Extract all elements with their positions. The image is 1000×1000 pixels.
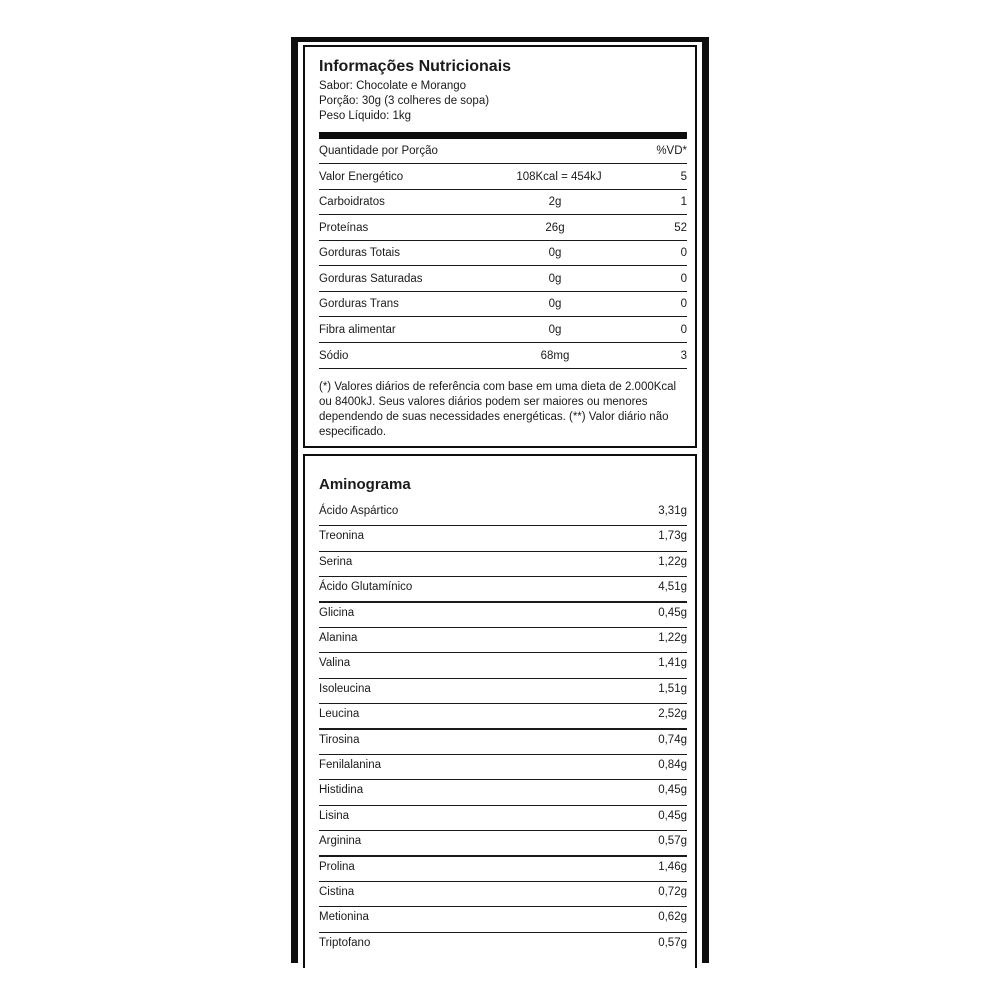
amino-row (319, 780, 687, 805)
amino-acid-label: Tirosina (319, 733, 360, 746)
thick-divider (319, 132, 687, 139)
nutrition-row-trans-fat (319, 292, 687, 317)
nutrient-amount: 0g (548, 298, 562, 310)
amino-acid-label: Leucina (319, 708, 360, 721)
nutrition-row-energy (319, 165, 687, 190)
amino-acid-label: Valina (319, 657, 351, 670)
nutrient-label: Proteínas (319, 222, 369, 234)
nutrient-vd: 0 (680, 298, 687, 310)
amino-acid-label: Prolina (319, 860, 355, 873)
row-divider (319, 265, 687, 266)
nutrient-vd: 0 (680, 273, 687, 285)
nutrient-label: Gorduras Trans (319, 298, 399, 310)
nutrient-amount: 0g (548, 324, 562, 336)
amino-row (319, 755, 687, 780)
amino-row (319, 730, 687, 755)
amino-acid-label: Metionina (319, 911, 369, 924)
nutrition-row-sodium (319, 344, 687, 369)
amino-row (319, 679, 687, 704)
amino-row (319, 882, 687, 907)
aminogram-title: Aminograma (319, 476, 411, 493)
nutrient-amount: 68mg (540, 350, 570, 362)
row-divider (319, 342, 687, 343)
nutrient-amount: 2g (548, 196, 562, 208)
flavor-text: Sabor: Chocolate e Morango (319, 80, 467, 92)
nutrient-vd: 5 (680, 171, 687, 183)
amino-acid-value: 0,62g (658, 911, 687, 924)
amino-acid-value: 0,57g (658, 835, 687, 848)
amino-acid-label: Ácido Glutamínico (319, 581, 413, 594)
amino-row (319, 831, 687, 856)
amino-row (319, 628, 687, 653)
nutrient-amount: 0g (548, 273, 562, 285)
amino-acid-label: Triptofano (319, 936, 371, 949)
amino-acid-label: Cistina (319, 886, 355, 898)
amino-acid-value: 1,41g (658, 657, 687, 670)
nutrition-row-carbs (319, 190, 687, 215)
amino-acid-value: 2,52g (658, 708, 687, 721)
portion-text: Porção: 30g (3 colheres de sopa) (319, 95, 490, 107)
nutrition-title: Informações Nutricionais (319, 58, 512, 75)
amino-acid-label: Lisina (319, 809, 350, 822)
amino-row (319, 806, 687, 831)
amino-acid-label: Treonina (319, 530, 364, 543)
nutrient-amount: 0g (548, 247, 562, 259)
amino-row (319, 552, 687, 577)
nutrient-label: Gorduras Totais (319, 247, 400, 259)
amino-row (319, 933, 687, 958)
vd-header: %VD* (656, 145, 687, 157)
amino-acid-value: 0,57g (658, 936, 687, 949)
amino-acid-value: 0,72g (658, 886, 687, 898)
amino-acid-value: 4,51g (658, 581, 687, 594)
nutrition-row-protein (319, 216, 687, 241)
nutrition-row-fiber (319, 318, 687, 343)
nutrition-row-total-fat (319, 241, 687, 266)
amino-acid-label: Isoleucina (319, 682, 371, 695)
nutrient-label: Gorduras Saturadas (319, 273, 423, 285)
net-weight-text: Peso Líquido: 1kg (319, 110, 412, 122)
amino-acid-value: 1,22g (658, 632, 687, 644)
row-divider (319, 163, 687, 164)
amino-row (319, 857, 687, 882)
nutrient-amount: 26g (545, 222, 565, 234)
amino-acid-value: 3,31g (658, 505, 687, 517)
amino-acid-label: Alanina (319, 632, 358, 644)
amino-row (319, 653, 687, 678)
amino-acid-value: 0,74g (658, 733, 687, 746)
nutrient-vd: 3 (680, 350, 687, 362)
row-divider (319, 214, 687, 215)
amino-row (319, 907, 687, 932)
amino-acid-label: Arginina (319, 835, 362, 848)
amino-row (319, 577, 687, 602)
nutrient-label: Fibra alimentar (319, 324, 396, 336)
amino-acid-label: Ácido Aspártico (319, 505, 399, 517)
amino-row (319, 704, 687, 729)
nutrient-vd: 0 (680, 247, 687, 259)
amino-acid-value: 1,73g (658, 530, 687, 543)
amino-acid-value: 0,45g (658, 606, 687, 619)
aminogram-panel (303, 454, 697, 968)
nutrient-amount: 108Kcal = 454kJ (516, 171, 602, 183)
amino-acid-value: 0,45g (658, 784, 687, 797)
amino-acid-label: Glicina (319, 606, 355, 619)
nutrition-facts-panel (303, 45, 697, 448)
row-divider (319, 316, 687, 317)
amino-acid-value: 0,84g (658, 759, 687, 771)
amino-acid-value: 1,46g (658, 860, 687, 873)
amino-acid-label: Fenilalanina (319, 759, 382, 771)
row-divider (319, 368, 687, 369)
nutrient-label: Sódio (319, 350, 349, 362)
nutrient-vd: 52 (674, 222, 687, 234)
quantity-header: Quantidade por Porção (319, 145, 438, 157)
amino-row (319, 603, 687, 628)
nutrient-label: Valor Energético (319, 171, 404, 183)
nutrient-label: Carboidratos (319, 196, 385, 208)
amino-acid-value: 0,45g (658, 809, 687, 822)
amino-acid-value: 1,22g (658, 555, 687, 568)
daily-value-footnote: (*) Valores diários de referência com base em uma dieta de 2.000Kcal ou 8400kJ. Seus valores diários podem ser maiores ou menores dependendo de suas necessidades energéticas. (**) Valor diário não especificado. (319, 381, 677, 438)
nutrition-header-row (319, 139, 687, 164)
nutrition-row-saturated-fat (319, 267, 687, 292)
nutrient-vd: 0 (680, 324, 687, 336)
nutrient-vd: 1 (680, 196, 687, 208)
amino-acid-label: Serina (319, 555, 353, 568)
amino-row (319, 501, 687, 526)
amino-acid-label: Histidina (319, 784, 364, 797)
amino-acid-value: 1,51g (658, 682, 687, 695)
amino-row (319, 526, 687, 551)
